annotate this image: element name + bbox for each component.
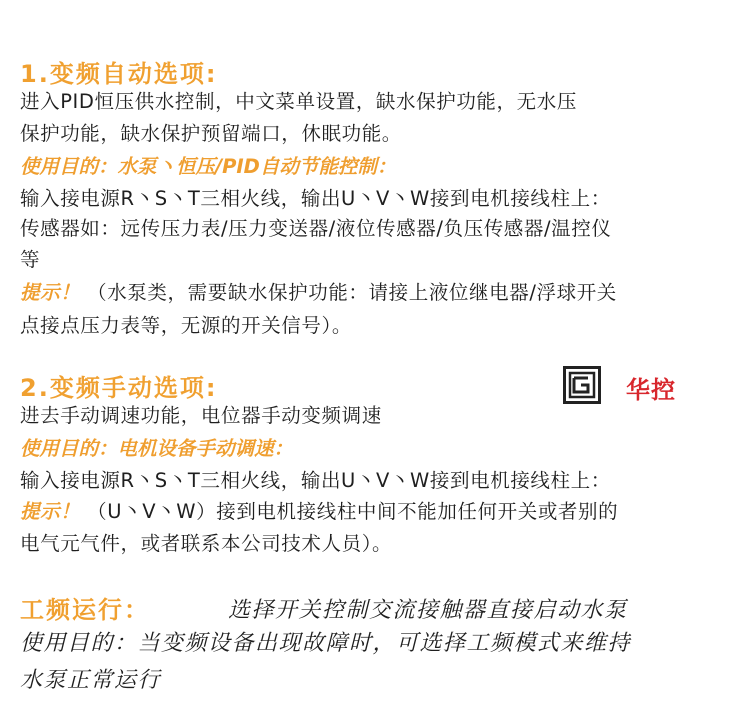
section2-purpose: 使用目的：电机设备手动调速： (20, 437, 294, 460)
section1-title: 1.变频自动选项: (20, 60, 218, 88)
section1-tip-text: （水泵类，需要缺水保护功能：请接上液位继电器/浮球开关 (87, 281, 617, 304)
section1-purpose: 使用目的：水泵丶恒压/PID自动节能控制： (20, 155, 397, 178)
section2-tip-text: （U丶V丶W）接到电机接线柱中间不能加任何开关或者别的 (87, 500, 619, 523)
section2-wiring: 输入接电源R丶S丶T三相火线，输出U丶V丶W接到电机接线柱上： (20, 469, 611, 492)
section1-sensor-line2: 等 (20, 248, 41, 271)
section1-wiring: 输入接电源R丶S丶T三相火线，输出U丶V丶W接到电机接线柱上： (20, 187, 611, 210)
section3-subtitle: 选择开关控制交流接触器直接启动水泵 (228, 598, 628, 623)
section2-tip-line2: 电气元气件，或者联系本公司技术人员）。 (20, 532, 393, 555)
brand-name: 华控 (626, 376, 676, 404)
section2-tip-label: 提示！ (20, 500, 81, 523)
section2-tip (20, 496, 618, 524)
section2-line1: 进去手动调速功能，电位器手动变频调速 (20, 404, 382, 427)
section1-sensor-line1: 传感器如：远传压力表/压力变送器/液位传感器/负压传感器/温控仪 (20, 217, 612, 240)
section1-line2: 保护功能，缺水保护预留端口，休眠功能。 (20, 122, 402, 145)
hk-logo-icon (563, 366, 601, 404)
section1-line1: 进入PID恒压供水控制，中文菜单设置，缺水保护功能，无水压 (20, 90, 577, 113)
section3-purpose-line1: 使用目的：当变频设备出现故障时，可选择工频模式来维持 (20, 631, 632, 656)
section1-tip-label: 提示！ (20, 281, 81, 304)
section1-tip-line2: 点接点压力表等，无源的开关信号）。 (20, 314, 352, 337)
section2-title: 2.变频手动选项: (20, 374, 218, 402)
section1-tip (20, 277, 617, 305)
section3-title: 工频运行： (20, 596, 150, 624)
section3-purpose-line2: 水泵正常运行 (20, 668, 162, 693)
